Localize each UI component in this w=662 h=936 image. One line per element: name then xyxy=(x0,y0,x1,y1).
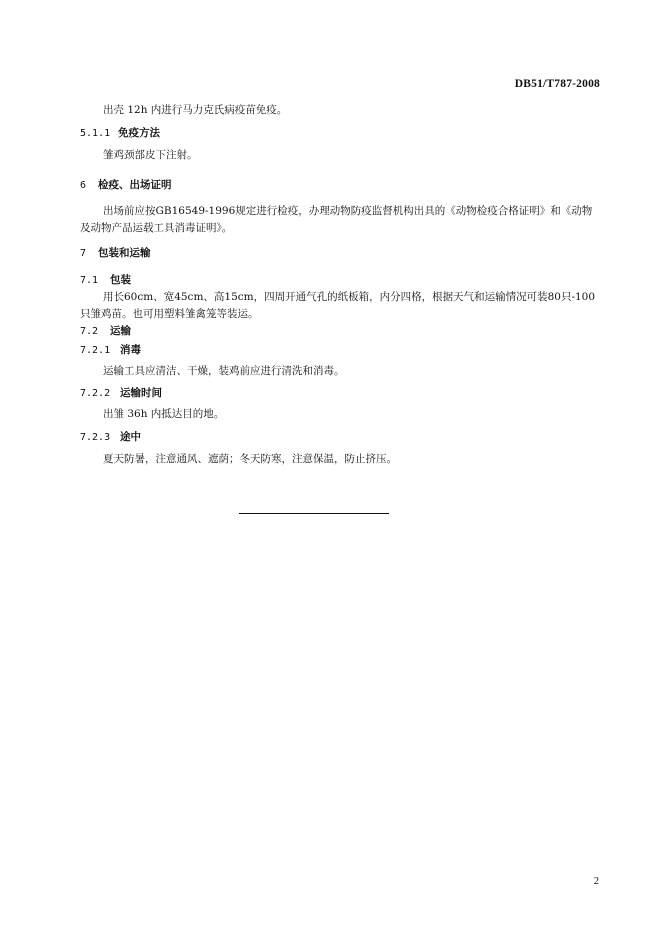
section-title: 包装和运输 xyxy=(98,247,151,259)
section-number: 7.2.1 xyxy=(80,345,111,356)
section-title: 运输 xyxy=(110,325,131,337)
paragraph-7-2-1: 运输工具应清洁、干燥，装鸡前应进行清洗和消毒。 xyxy=(103,365,345,377)
section-heading-6 xyxy=(80,177,172,194)
paragraph-7-2-3: 夏天防暑，注意通风、遮荫；冬天防寒，注意保温，防止挤压。 xyxy=(103,453,397,465)
section-heading-7-2-2 xyxy=(80,385,162,402)
section-title: 消毒 xyxy=(120,344,141,356)
section-number: 5.1.1 xyxy=(80,128,111,139)
end-of-document-rule xyxy=(239,513,389,514)
section-number: 7.2.3 xyxy=(80,432,111,443)
section-title: 运输时间 xyxy=(120,387,162,399)
paragraph-6: 出场前应按GB16549-1996规定进行检疫，办理动物防疫监督机构出具的《动物检疫合格证明》和《动物及动物产品运载工具消毒证明》。 xyxy=(80,205,593,234)
section-heading-7-2-3 xyxy=(80,429,141,446)
section-number: 7 xyxy=(80,248,87,259)
document-number: DB51/T787-2008 xyxy=(514,78,600,90)
section-number: 7.2 xyxy=(80,326,99,337)
paragraph-7-1: 用长60cm、宽45cm、高15cm，四周开通气孔的纸板箱，内分四格，根据天气和运输情况可装80只-100只雏鸡苗。也可用塑料雏禽笼等装运。 xyxy=(80,291,596,320)
section-title: 检疫、出场证明 xyxy=(98,179,172,191)
paragraph-5-1-1: 雏鸡颈部皮下注射。 xyxy=(103,149,198,161)
section-title: 包装 xyxy=(110,274,131,286)
section-number: 6 xyxy=(80,180,87,191)
section-number: 7.2.2 xyxy=(80,388,111,399)
section-heading-7-2 xyxy=(80,323,131,340)
page-number: 2 xyxy=(593,876,599,887)
section-heading-7 xyxy=(80,245,151,262)
section-heading-5-1-1 xyxy=(80,125,160,142)
paragraph-7-2-2: 出雏 36h 内抵达目的地。 xyxy=(103,408,225,420)
paragraph-5-1-end: 出壳 12h 内进行马力克氏病疫苗免疫。 xyxy=(103,104,288,116)
section-heading-7-2-1 xyxy=(80,342,141,359)
section-number: 7.1 xyxy=(80,275,99,286)
section-title: 途中 xyxy=(120,431,141,443)
section-heading-7-1 xyxy=(80,272,131,289)
section-title: 免疫方法 xyxy=(118,127,160,139)
